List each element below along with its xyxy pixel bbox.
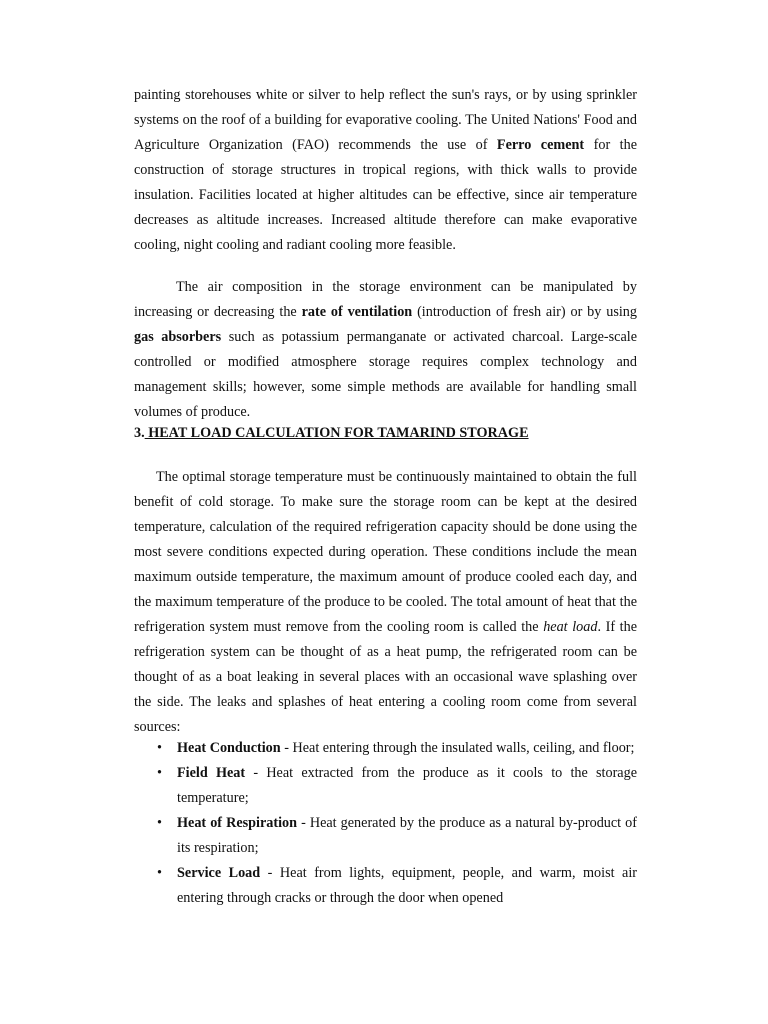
list-item	[134, 736, 637, 761]
list-item-description: - Heat from lights, equipment, people, and warm, moist air entering through cracks or through the door when opened	[177, 865, 638, 906]
bold-term-rate-of-ventilation: rate of ventilation	[301, 304, 413, 320]
section-title: HEAT LOAD CALCULATION FOR TAMARIND STORAGE	[144, 425, 529, 441]
section-number: 3.	[134, 425, 145, 441]
list-item-term: Heat of Respiration	[177, 815, 298, 831]
bullet-icon: •	[157, 765, 162, 781]
list-item-description: - Heat generated by the produce as a natural by-product of its respiration;	[177, 815, 637, 856]
list-item-term: Service Load	[177, 865, 261, 881]
paragraph-text: for the construction of storage structures in tropical regions, with thick walls to provide insulation. Facilities located at higher altitudes can be effective, since air temperature decreases as altitude increases. Increased altitude therefore can make evaporative cooling, night cooling and radiant cooling more feasible.	[134, 137, 637, 253]
italic-term-heat-load: heat load	[543, 619, 598, 635]
paragraph-text: painting storehouses white or silver to help reflect the sun's rays, or by using sprinkler systems on the roof of a building for evaporative cooling. The United Nations' Food and Agriculture Organization (FAO) recommends the use of	[134, 87, 637, 153]
paragraph-storehouse-cooling	[134, 83, 637, 258]
bold-term-gas-absorbers: gas absorbers	[134, 329, 222, 345]
list-item-description: - Heat entering through the insulated walls, ceiling, and floor;	[280, 740, 635, 756]
paragraph-text: The optimal storage temperature must be continuously maintained to obtain the full benefit of cold storage. To make sure the storage room can be kept at the desired temperature, calculation of the required refrigeration capacity should be done using the most severe conditions expected during operation. These conditions include the mean maximum outside temperature, the maximum amount of produce cooled each day, and the maximum temperature of the produce to be cooled. The total amount of heat that the refrigeration system must remove from the cooling room is called the	[134, 469, 637, 635]
paragraph-text: (introduction of fresh air) or by using	[412, 304, 637, 320]
list-item	[134, 861, 637, 911]
bullet-icon: •	[157, 815, 162, 831]
paragraph-text: The air composition in the storage environment can be manipulated by increasing or decreasing the	[134, 279, 637, 320]
list-item-term: Heat Conduction	[177, 740, 281, 756]
section-heading	[134, 421, 529, 446]
list-item	[134, 761, 637, 811]
bullet-icon: •	[157, 740, 162, 756]
list-item-description: - Heat extracted from the produce as it cools to the storage temperature;	[177, 765, 637, 806]
paragraph-heat-load	[134, 465, 637, 740]
paragraph-text: such as potassium permanganate or activated charcoal. Large-scale controlled or modified atmosphere storage requires complex technology and management skills; however, some simple methods are available for handling small volumes of produce.	[134, 329, 637, 420]
paragraph-air-composition	[134, 275, 637, 425]
bullet-icon: •	[157, 865, 162, 881]
paragraph-text: . If the refrigeration system can be thought of as a heat pump, the refrigerated room can be thought of as a boat leaking in several places with an occasional wave splashing over the side. The leaks and splashes of heat entering a cooling room come from several sources:	[134, 619, 637, 735]
heat-sources-list	[134, 736, 637, 911]
list-item	[134, 811, 637, 861]
bold-term-ferro-cement: Ferro cement	[496, 137, 585, 153]
list-item-term: Field Heat	[177, 765, 246, 781]
